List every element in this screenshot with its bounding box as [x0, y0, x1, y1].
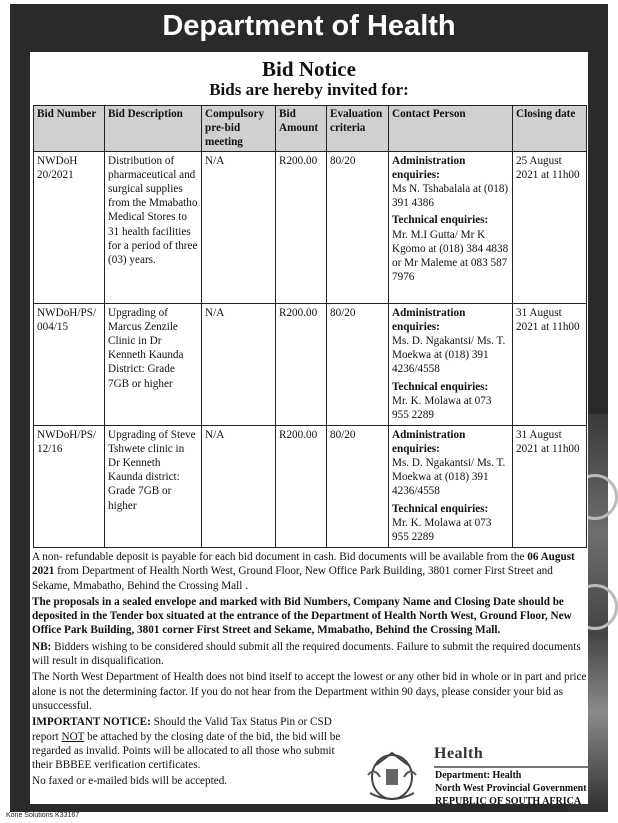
deposit-date: 06 August 2021 [32, 551, 575, 578]
closing-date: 31 August 2021 at 11h00 [513, 425, 587, 547]
column-header: Bid Description [105, 106, 202, 152]
pre-bid-meeting: N/A [202, 303, 276, 425]
bid-description: Distribution of pharmaceutical and surgical supplies from the Mmabatho Medical Stores to 31 health facilities for a period of three (03) years. [105, 151, 202, 303]
health-wordmark: Health [434, 745, 484, 762]
department-paragraph: The North West Department of Health does not bind itself to accept the lowest or any other bid in whole or in part and price alone is not the determining factor. If you do not hear from the Department within 90 days, please consider your bid as unsuccessful. [32, 671, 587, 712]
bid-number: NWDoH/PS/ 004/15 [34, 303, 105, 425]
bid-amount: R200.00 [276, 151, 327, 303]
pre-bid-meeting: N/A [202, 425, 276, 547]
nb-paragraph: NB: Bidders wishing to be considered should submit all the required documents. Failure to submit the required documents will result in disqualification. [32, 640, 581, 668]
bid-amount: R200.00 [276, 303, 327, 425]
column-header: Evaluation criteria [327, 106, 389, 152]
admin-enquiries-label: Administration enquiries: [392, 306, 466, 333]
bid-number: NWDoH/PS/ 12/16 [34, 425, 105, 547]
bid-number: NWDoH 20/2021 [34, 151, 105, 303]
column-header: Bid Amount [276, 106, 327, 152]
evaluation-criteria: 80/20 [327, 425, 389, 547]
bid-amount: R200.00 [276, 425, 327, 547]
column-header: Closing date [513, 106, 587, 152]
table-row [34, 425, 587, 547]
admin-enquiries-contact: Ms. D. Ngakantsi/ Ms. T. Moekwa at (018) 391 4236/4558 [392, 335, 506, 376]
department-name: Department: Health [435, 770, 522, 781]
evaluation-criteria: 80/20 [327, 303, 389, 425]
provincial-government: North West Provincial Government [435, 783, 587, 794]
notice-frame [10, 4, 608, 812]
notice-text [32, 550, 588, 791]
credit-line: Kone Solutions K33167 [6, 812, 80, 819]
technical-enquiries-contact: Mr. K. Molawa at 073 955 2289 [392, 394, 492, 422]
notice-body [30, 52, 588, 804]
notice-subtitle: Bids are hereby invited for: [209, 80, 409, 99]
closing-date: 25 August 2021 at 11h00 [513, 151, 587, 303]
bid-description: Upgrading of Marcus Zenzile Clinic in Dr Kenneth Kaunda District: Grade 7GB or higher [105, 303, 202, 425]
contact-person [389, 151, 513, 303]
technical-enquiries-label: Technical enquiries: [392, 380, 489, 393]
technical-enquiries-label: Technical enquiries: [392, 502, 489, 515]
contact-person [389, 303, 513, 425]
table-header-row [34, 106, 587, 152]
no-faxed-paragraph: No faxed or e-mailed bids will be accepted. [32, 775, 228, 788]
closing-date: 31 August 2021 at 11h00 [513, 303, 587, 425]
deposit-paragraph: A non- refundable deposit is payable for each bid document in cash. Bid documents will be available from the 06 August 2021 from Department of Health North West, Ground Floor, New Office Park Building, 3801 corner First Street and Sekame, Mmabatho, Behind the Crossing Mall . [32, 551, 575, 592]
evaluation-criteria: 80/20 [327, 151, 389, 303]
page-title: Department of Health [162, 10, 456, 42]
bid-description: Upgrading of Steve Tshwete clinic in Dr Kenneth Kaunda district: Grade 7GB or higher [105, 425, 202, 547]
pre-bid-meeting: N/A [202, 151, 276, 303]
bid-table [33, 105, 587, 548]
admin-enquiries-contact: Ms. D. Ngakantsi/ Ms. T. Moekwa at (018) 391 4236/4558 [392, 457, 506, 498]
admin-enquiries-label: Administration enquiries: [392, 428, 466, 455]
proposals-paragraph: The proposals in a sealed envelope and marked with Bid Numbers, Company Name and Closing Date should be deposited in the Tender box situated at the entrance of the Department of Health North West, Ground Floor, New Office Park Building, 3801 corner First Street and Sekame, Mmabatho, Behind the Crossing Mall. [32, 595, 572, 637]
admin-enquiries-contact: Ms N. Tshabalala at (018) 391 4386 [392, 183, 509, 210]
technical-enquiries-contact: Mr. K. Molawa at 073 955 2289 [392, 516, 492, 544]
coat-of-arms-logo [362, 747, 422, 804]
divider [434, 766, 588, 768]
table-row [34, 303, 587, 425]
column-header: Contact Person [389, 106, 513, 152]
column-header: Bid Number [34, 106, 105, 152]
technical-enquiries-contact: Mr. M.I Gutta/ Mr K Kgomo at (018) 384 4838 or Mr Maleme at 083 587 7976 [392, 228, 509, 284]
republic-name: REPUBLIC OF SOUTH AFRICA [435, 796, 582, 804]
table-row [34, 151, 587, 303]
important-notice-paragraph: IMPORTANT NOTICE: Should the Valid Tax Status Pin or CSD report NOT be attached by the closing date of the bid, the bid will be regarded as invalid. Points will be allocated to all those who submit their BBBEE verification certificates. [32, 716, 341, 772]
admin-enquiries-label: Administration enquiries: [392, 154, 466, 181]
technical-enquiries-label: Technical enquiries: [392, 214, 489, 227]
contact-person [389, 425, 513, 547]
column-header: Compulsory pre-bid meeting [202, 106, 276, 152]
notice-title: Bid Notice [262, 57, 356, 81]
